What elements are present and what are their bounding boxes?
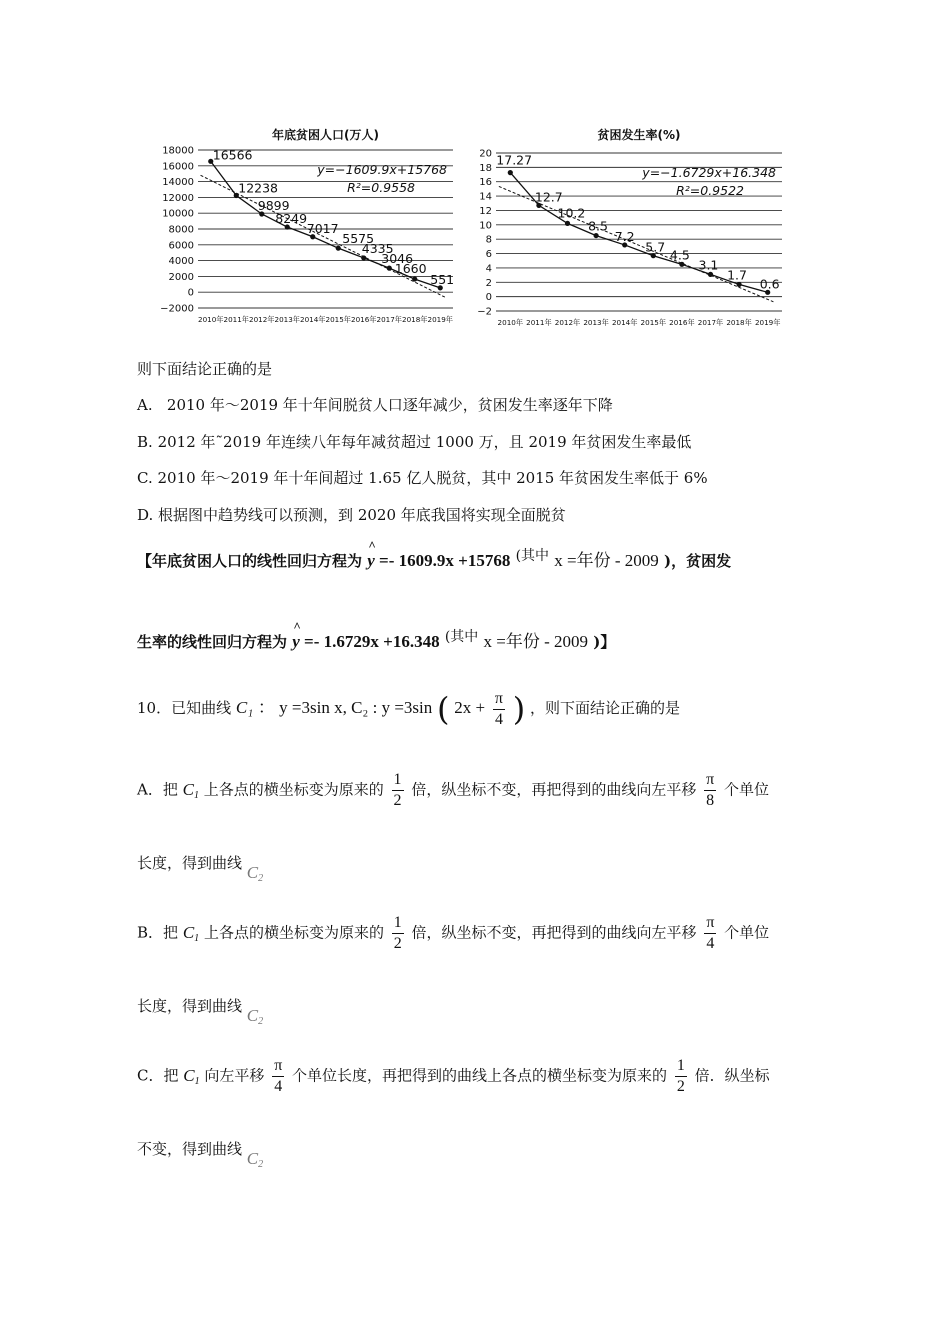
note1-equation — [367, 551, 510, 570]
q10-b-text1: 上各点的横坐标变为原来的 — [203, 923, 384, 942]
q9-option-c-text: 2010 年～2019 年十年间超过 1.65 亿人脱贫，其中 2015 年贫困发生率低于 6% — [157, 469, 708, 487]
q9-option-a — [137, 394, 613, 415]
data-label: 8249 — [275, 211, 308, 227]
q10-b-text4: 长度，得到曲线 — [137, 997, 243, 1015]
data-label: 9899 — [257, 197, 290, 213]
q10-a-text3: 个单位 — [723, 780, 769, 799]
data-label: 10.2 — [557, 205, 586, 221]
q9-option-c — [137, 467, 708, 488]
data-label: 4335 — [361, 240, 394, 256]
q10-a-text4: 长度，得到曲线 — [137, 854, 243, 872]
c-sub: 2 — [258, 873, 264, 884]
q10-c-text2: 个单位长度，再把得到的曲线上各点的横坐标变为原来的 — [292, 1066, 668, 1085]
pi-over-4-fraction — [272, 1058, 284, 1095]
data-label: 5575 — [342, 231, 375, 247]
x-tick-label: 2019年 — [427, 315, 453, 324]
frac-num: π — [272, 1058, 284, 1077]
x-tick-label: 2013年 — [583, 318, 609, 327]
curve-c1 — [183, 923, 199, 942]
x-tick-label: 2017年 — [697, 318, 724, 327]
y-tick-label: 16 — [479, 177, 492, 189]
half-fraction — [392, 772, 404, 809]
y-tick-label: 12 — [479, 205, 492, 217]
data-label: 3.1 — [698, 257, 719, 273]
y-tick-label: 14000 — [162, 177, 194, 189]
y-tick-label: 0 — [485, 292, 492, 304]
c-letter: C — [183, 1065, 195, 1085]
q10-b-label: B．把 — [137, 923, 179, 942]
frac-den: 8 — [706, 792, 715, 809]
q10-stem-eq: ： y =3sin x, C₂ : y =3sin — [257, 698, 433, 717]
c-sub: 1 — [193, 789, 199, 801]
q9-option-b-text: 2012 年˜2019 年连续八年每年减贫超过 1000 万，且 2019 年贫困发生率最低 — [157, 433, 692, 451]
y-tick-label: 20 — [479, 148, 492, 160]
poverty-rate-svg — [470, 125, 788, 330]
trend-equation: y=−1609.9x+15768 — [317, 162, 447, 177]
left-paren: ( — [437, 690, 450, 728]
frac-num: π — [704, 772, 716, 791]
chart-title: 年底贫困人口(万人) — [272, 128, 379, 142]
x-tick-label: 2011年 — [526, 318, 552, 327]
c-letter: C — [246, 863, 259, 882]
frac-num: 1 — [392, 915, 404, 934]
data-point — [679, 262, 684, 267]
q10-a-text2: 倍，纵坐标不变，再把得到的曲线向左平移 — [411, 780, 697, 799]
data-point — [361, 255, 366, 260]
x-tick-label: 2015年 — [640, 318, 667, 327]
x-tick-label: 2014年 — [611, 318, 638, 327]
x-tick-label: 2016年 — [351, 315, 377, 324]
pi-over-4-fraction — [493, 691, 505, 728]
q10-stem-c1: C₁ — [235, 698, 254, 717]
note1-x: x =年份 - 2009 — [554, 551, 659, 570]
y-tick-label: 8 — [485, 234, 492, 246]
data-label: 12238 — [238, 180, 279, 196]
q9-option-a-text: 2010 年～2019 年十年间脱贫人口逐年减少，贫困发生率逐年下降 — [166, 396, 613, 414]
r-squared: R²=0.9558 — [347, 180, 415, 195]
c-sub: 1 — [194, 932, 200, 944]
q10-option-c — [137, 1058, 770, 1095]
y-tick-label: −2000 — [160, 303, 194, 315]
q10-stem-inner: 2x + — [454, 698, 486, 717]
note2-prefix: 生率的线性回归方程为 — [137, 633, 288, 651]
y-tick-label: 4000 — [168, 256, 194, 268]
frac-num: π — [704, 915, 716, 934]
q9-option-d-label: D. — [137, 506, 154, 524]
note1-mid: (其中 — [515, 548, 550, 564]
q10-a-text1: 上各点的横坐标变为原来的 — [203, 780, 384, 799]
q9-note-line1 — [137, 545, 731, 571]
q10-stem — [137, 690, 680, 728]
y-tick-label: 12000 — [162, 192, 194, 204]
poverty-population-svg — [148, 125, 458, 330]
frac-num: 1 — [675, 1058, 687, 1077]
y-tick-label: 2000 — [168, 271, 194, 283]
c-letter: C — [246, 1149, 259, 1168]
y-tick-label: −2 — [477, 306, 492, 318]
data-label: 1660 — [394, 261, 427, 277]
y-tick-label: 14 — [479, 191, 492, 203]
half-fraction — [392, 915, 404, 952]
q9-option-c-label: C. — [137, 469, 153, 487]
q10-option-c-cont — [137, 1138, 263, 1170]
r-squared: R²=0.9522 — [676, 183, 744, 198]
y-tick-label: 10 — [479, 220, 492, 232]
x-tick-label: 2012年 — [249, 315, 275, 324]
q10-c-text1: 向左平移 — [204, 1066, 265, 1085]
note2-eq-text: =- 1.6729x +16.348 — [304, 632, 440, 651]
chart-title: 贫困发生率(%) — [597, 128, 681, 142]
x-tick-label: 2019年 — [754, 318, 781, 327]
note1-suffix: )，贫困发 — [664, 552, 732, 570]
data-label: 12.7 — [534, 189, 563, 205]
data-point — [412, 276, 417, 281]
frac-den: 2 — [393, 792, 402, 809]
q10-b-text3: 个单位 — [724, 923, 770, 942]
half-fraction — [675, 1058, 687, 1095]
c-sub: 2 — [258, 1159, 264, 1170]
q10-a-label: A．把 — [137, 780, 178, 799]
y-tick-label: 18000 — [162, 145, 194, 157]
data-label: 17.27 — [496, 152, 533, 168]
q9-option-d-text: 根据图中趋势线可以预测，到 2020 年底我国将实现全面脱贫 — [158, 506, 566, 524]
note2-x: x =年份 - 2009 — [483, 632, 589, 651]
y-tick-label: 8000 — [168, 224, 194, 236]
y-tick-label: 10000 — [162, 208, 194, 220]
x-tick-label: 2018年 — [402, 315, 428, 324]
poverty-population-chart — [148, 125, 458, 330]
q9-prompt: 则下面结论正确的是 — [137, 360, 273, 378]
note2-suffix: )】 — [593, 633, 616, 651]
note2-mid: (其中 — [444, 629, 479, 645]
data-point — [387, 266, 392, 271]
data-point — [708, 272, 713, 277]
data-point — [336, 246, 341, 251]
y-tick-label: 6 — [485, 249, 492, 261]
data-label: 16566 — [212, 147, 253, 163]
curve-c2 — [247, 1006, 263, 1025]
x-tick-label: 2017年 — [376, 315, 402, 324]
trend-equation: y=−1.6729x+16.348 — [642, 165, 776, 180]
q9-option-d — [137, 504, 566, 525]
q9-note-line2 — [137, 626, 615, 652]
q10-option-a-cont — [137, 852, 263, 884]
y-tick-label: 6000 — [168, 240, 194, 252]
curve-c2 — [247, 863, 263, 882]
q9-option-b — [137, 431, 691, 452]
x-tick-label: 2014年 — [300, 315, 326, 324]
q10-c-label: C．把 — [137, 1066, 179, 1085]
x-tick-label: 2011年 — [223, 315, 249, 324]
c-letter: C — [182, 779, 194, 799]
note1-prefix: 【年底贫困人口的线性回归方程为 — [137, 552, 363, 570]
y-hat-1: ^ y — [367, 551, 375, 571]
q9-option-b-label: B. — [137, 433, 153, 451]
y-hat-2: ^ y — [292, 632, 300, 652]
x-tick-label: 2010年 — [198, 315, 224, 324]
data-point — [594, 233, 599, 238]
data-label: 7.2 — [614, 228, 635, 244]
y-tick-label: 2 — [485, 277, 492, 289]
frac-den: 4 — [494, 710, 503, 728]
data-label: 1.7 — [727, 267, 747, 283]
pi-over-8-fraction — [704, 772, 716, 809]
c-letter: C — [246, 1006, 259, 1025]
c-sub: 1 — [194, 1075, 200, 1087]
note1-eq-text: =- 1609.9x +15768 — [379, 551, 511, 570]
q10-c-text4: 不变，得到曲线 — [137, 1140, 243, 1158]
right-paren: ) — [512, 690, 526, 728]
poverty-rate-chart — [470, 125, 788, 330]
x-tick-label: 2010年 — [497, 318, 524, 327]
q10-stem-suffix: ，则下面结论正确的是 — [530, 699, 681, 717]
c-letter: C — [182, 922, 195, 942]
frac-den: 4 — [706, 935, 715, 952]
y-tick-label: 18 — [479, 162, 492, 174]
x-tick-label: 2016年 — [669, 318, 695, 327]
note2-equation — [292, 632, 439, 651]
data-label: 4.5 — [669, 247, 690, 263]
data-label: 3046 — [381, 251, 414, 267]
data-point — [737, 282, 742, 287]
x-tick-label: 2018年 — [726, 318, 752, 327]
data-label: 7017 — [306, 220, 339, 236]
curve-c1 — [183, 780, 199, 799]
x-tick-label: 2015年 — [325, 315, 351, 324]
curve-c1 — [183, 1066, 199, 1085]
c-sub: 2 — [258, 1016, 264, 1027]
data-label: 0.6 — [759, 276, 780, 292]
data-label: 551 — [430, 271, 455, 287]
data-label: 8.5 — [588, 218, 608, 234]
q10-option-b-cont — [137, 995, 263, 1027]
frac-den: 2 — [393, 935, 402, 952]
x-tick-label: 2012年 — [554, 318, 581, 327]
frac-num: π — [493, 691, 505, 710]
frac-num: 1 — [392, 772, 404, 791]
frac-den: 4 — [274, 1078, 283, 1095]
x-tick-label: 2013年 — [274, 315, 300, 324]
curve-c2 — [247, 1149, 263, 1168]
q10-stem-prefix: 10．已知曲线 — [137, 699, 232, 717]
data-point — [508, 170, 513, 175]
q10-c-text3: 倍．纵坐标 — [694, 1066, 770, 1085]
frac-den: 2 — [676, 1078, 685, 1095]
y-tick-label: 0 — [187, 287, 194, 299]
y-tick-label: 16000 — [162, 161, 194, 173]
q10-option-a — [137, 772, 769, 809]
q10-b-text2: 倍，纵坐标不变，再把得到的曲线向左平移 — [411, 923, 697, 942]
pi-over-4-fraction — [704, 915, 716, 952]
data-label: 5.7 — [645, 239, 666, 255]
y-tick-label: 4 — [485, 263, 492, 275]
data-point — [565, 221, 570, 226]
q9-option-a-label: A. — [137, 396, 153, 414]
q10-option-b — [137, 915, 769, 952]
